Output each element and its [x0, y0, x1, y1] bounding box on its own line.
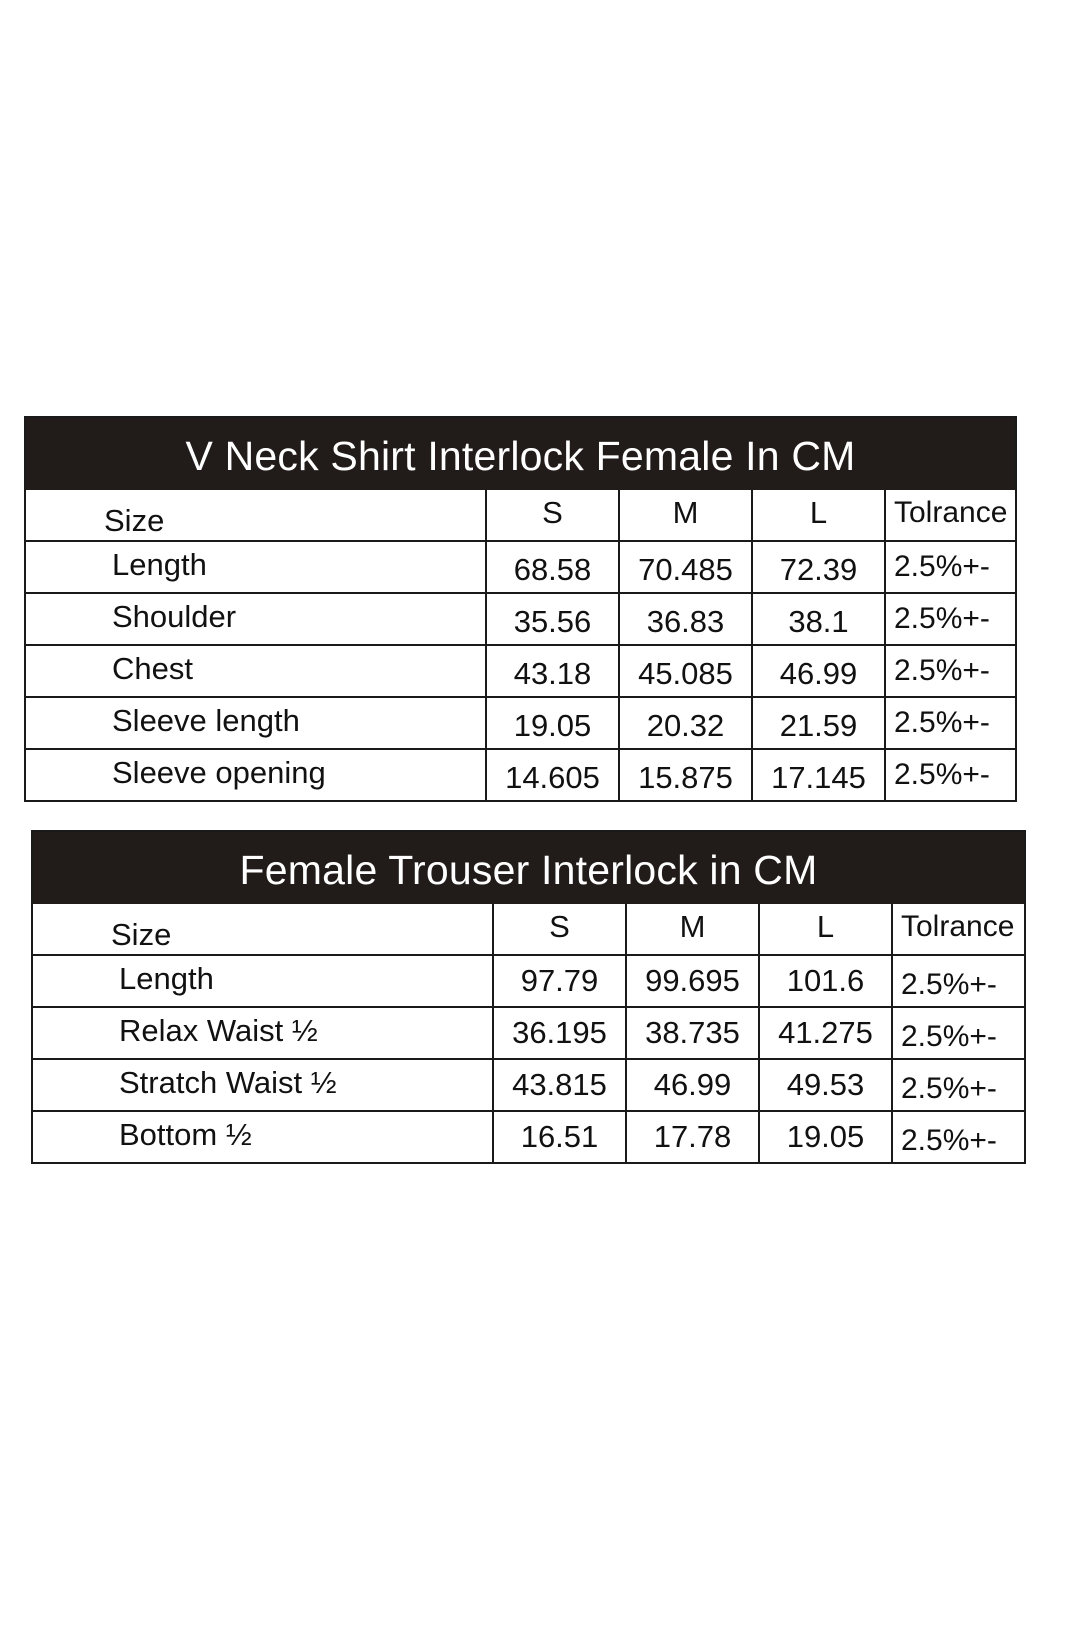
table-header-row — [26, 490, 1015, 540]
value-m: 38.735 — [625, 1008, 758, 1058]
table-title: V Neck Shirt Interlock Female In CM — [26, 418, 1015, 490]
row-label: Stratch Waist ½ — [119, 1065, 337, 1100]
value-tolerance: 2.5%+- — [884, 542, 1015, 592]
header-tolerance: Tolrance — [891, 904, 1024, 954]
value-l: 17.145 — [751, 750, 884, 800]
row-label: Shoulder — [112, 599, 237, 634]
value-l: 46.99 — [751, 646, 884, 696]
value-m: 20.32 — [618, 698, 751, 748]
value-l: 38.1 — [751, 594, 884, 644]
value-s: 97.79 — [492, 956, 625, 1006]
table-row — [33, 1058, 1024, 1110]
value-tolerance: 2.5%+- — [891, 1008, 1024, 1058]
value-s: 19.05 — [485, 698, 618, 748]
row-label: Relax Waist ½ — [119, 1013, 318, 1048]
header-m: M — [625, 904, 758, 954]
value-tolerance: 2.5%+- — [891, 1060, 1024, 1110]
header-s: S — [492, 904, 625, 954]
value-s: 68.58 — [485, 542, 618, 592]
value-tolerance: 2.5%+- — [884, 698, 1015, 748]
table-row — [33, 1110, 1024, 1162]
value-s: 36.195 — [492, 1008, 625, 1058]
value-s: 43.18 — [485, 646, 618, 696]
value-m: 99.695 — [625, 956, 758, 1006]
table-row — [26, 644, 1015, 696]
value-m: 36.83 — [618, 594, 751, 644]
row-label: Sleeve length — [112, 703, 300, 738]
header-tolerance: Tolrance — [884, 490, 1015, 540]
value-m: 70.485 — [618, 542, 751, 592]
value-s: 35.56 — [485, 594, 618, 644]
value-tolerance: 2.5%+- — [884, 646, 1015, 696]
row-label: Length — [119, 961, 214, 996]
shirt-size-table — [24, 416, 1017, 802]
value-s: 14.605 — [485, 750, 618, 800]
row-label: Sleeve opening — [112, 755, 326, 790]
value-m: 45.085 — [618, 646, 751, 696]
header-m: M — [618, 490, 751, 540]
table-title: Female Trouser Interlock in CM — [33, 832, 1024, 904]
table-row — [26, 696, 1015, 748]
value-l: 72.39 — [751, 542, 884, 592]
value-s: 16.51 — [492, 1112, 625, 1162]
row-label: Length — [112, 547, 207, 582]
header-size: Size — [104, 503, 165, 538]
table-row — [26, 748, 1015, 800]
row-label: Chest — [112, 651, 193, 686]
trouser-size-table — [31, 830, 1026, 1164]
value-tolerance: 2.5%+- — [884, 594, 1015, 644]
header-l: L — [751, 490, 884, 540]
value-m: 15.875 — [618, 750, 751, 800]
value-tolerance: 2.5%+- — [891, 1112, 1024, 1162]
value-l: 49.53 — [758, 1060, 891, 1110]
table-header-row — [33, 904, 1024, 954]
header-l: L — [758, 904, 891, 954]
value-l: 101.6 — [758, 956, 891, 1006]
value-l: 19.05 — [758, 1112, 891, 1162]
row-label: Bottom ½ — [119, 1117, 252, 1152]
header-s: S — [485, 490, 618, 540]
table-row — [33, 1006, 1024, 1058]
value-s: 43.815 — [492, 1060, 625, 1110]
value-tolerance: 2.5%+- — [891, 956, 1024, 1006]
value-m: 46.99 — [625, 1060, 758, 1110]
table-row — [26, 592, 1015, 644]
table-row — [33, 954, 1024, 1006]
value-l: 41.275 — [758, 1008, 891, 1058]
table-row — [26, 540, 1015, 592]
header-size: Size — [111, 917, 172, 952]
value-l: 21.59 — [751, 698, 884, 748]
value-tolerance: 2.5%+- — [884, 750, 1015, 800]
value-m: 17.78 — [625, 1112, 758, 1162]
